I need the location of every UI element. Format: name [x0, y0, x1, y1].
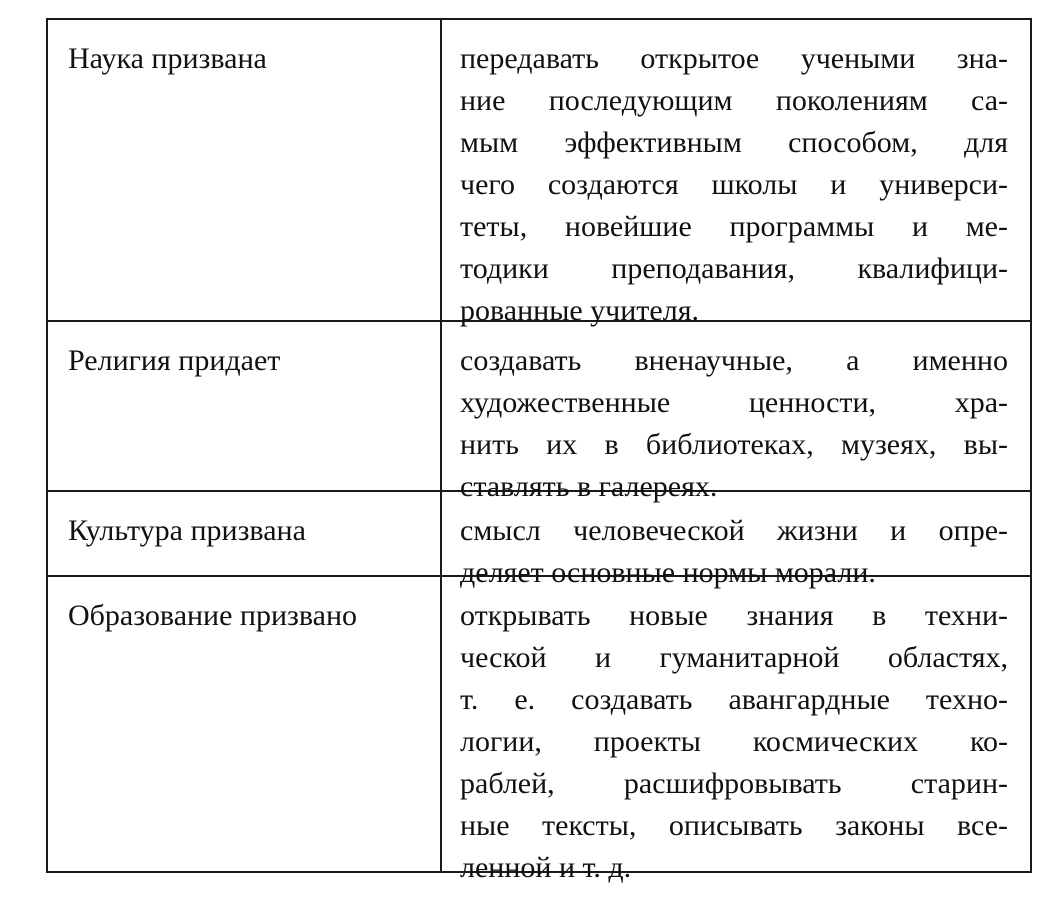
definition-line: чего создаются школы и универси-: [460, 168, 1008, 201]
definition-line: ние последующим поколениям са-: [460, 84, 1008, 117]
definition-line: рованные учителя.: [460, 294, 700, 327]
definition-line: деляет основные нормы морали.: [460, 556, 876, 589]
definition-line: логии, проекты космических ко-: [460, 725, 1008, 758]
subject-cell: Образование призвано: [48, 577, 442, 871]
subject-cell: Культура призвана: [48, 492, 442, 575]
definition-line: создавать вненаучные, а именно: [460, 344, 1008, 377]
table-row: [48, 577, 1030, 884]
definition-line: ные тексты, описывать законы все-: [460, 809, 1008, 842]
definition-line: смысл человеческой жизни и опре-: [460, 514, 1008, 547]
definition-cell: [442, 577, 1030, 884]
subject-cell: Наука призвана: [48, 20, 442, 320]
table-row: [48, 492, 1030, 589]
definition-line: открывать новые знания в техни-: [460, 599, 1008, 632]
definition-line: передавать открытое учеными зна-: [460, 42, 1008, 75]
definition-line: ленной и т. д.: [460, 851, 632, 884]
definition-line: мым эффективным способом, для: [460, 126, 1008, 159]
definition-line: ческой и гуманитарной областях,: [460, 641, 1008, 674]
matching-table: [46, 18, 1032, 884]
table-row: [48, 322, 1030, 503]
subject-cell: Религия придает: [48, 322, 442, 490]
definition-line: т. е. создавать авангардные техно-: [460, 683, 1008, 716]
definition-cell: [442, 322, 1030, 503]
definition-line: теты, новейшие программы и ме-: [460, 210, 1008, 243]
definition-cell: [442, 20, 1030, 327]
definition-line: художественные ценности, хра-: [460, 386, 1008, 419]
definition-line: раблей, расшифровывать старин-: [460, 767, 1008, 800]
definition-cell: [442, 492, 1030, 589]
definition-line: тодики преподавания, квалифици-: [460, 252, 1008, 285]
table-row: [48, 20, 1030, 327]
definition-line: ставлять в галереях.: [460, 470, 718, 503]
definition-line: нить их в библиотеках, музеях, вы-: [460, 428, 1008, 461]
